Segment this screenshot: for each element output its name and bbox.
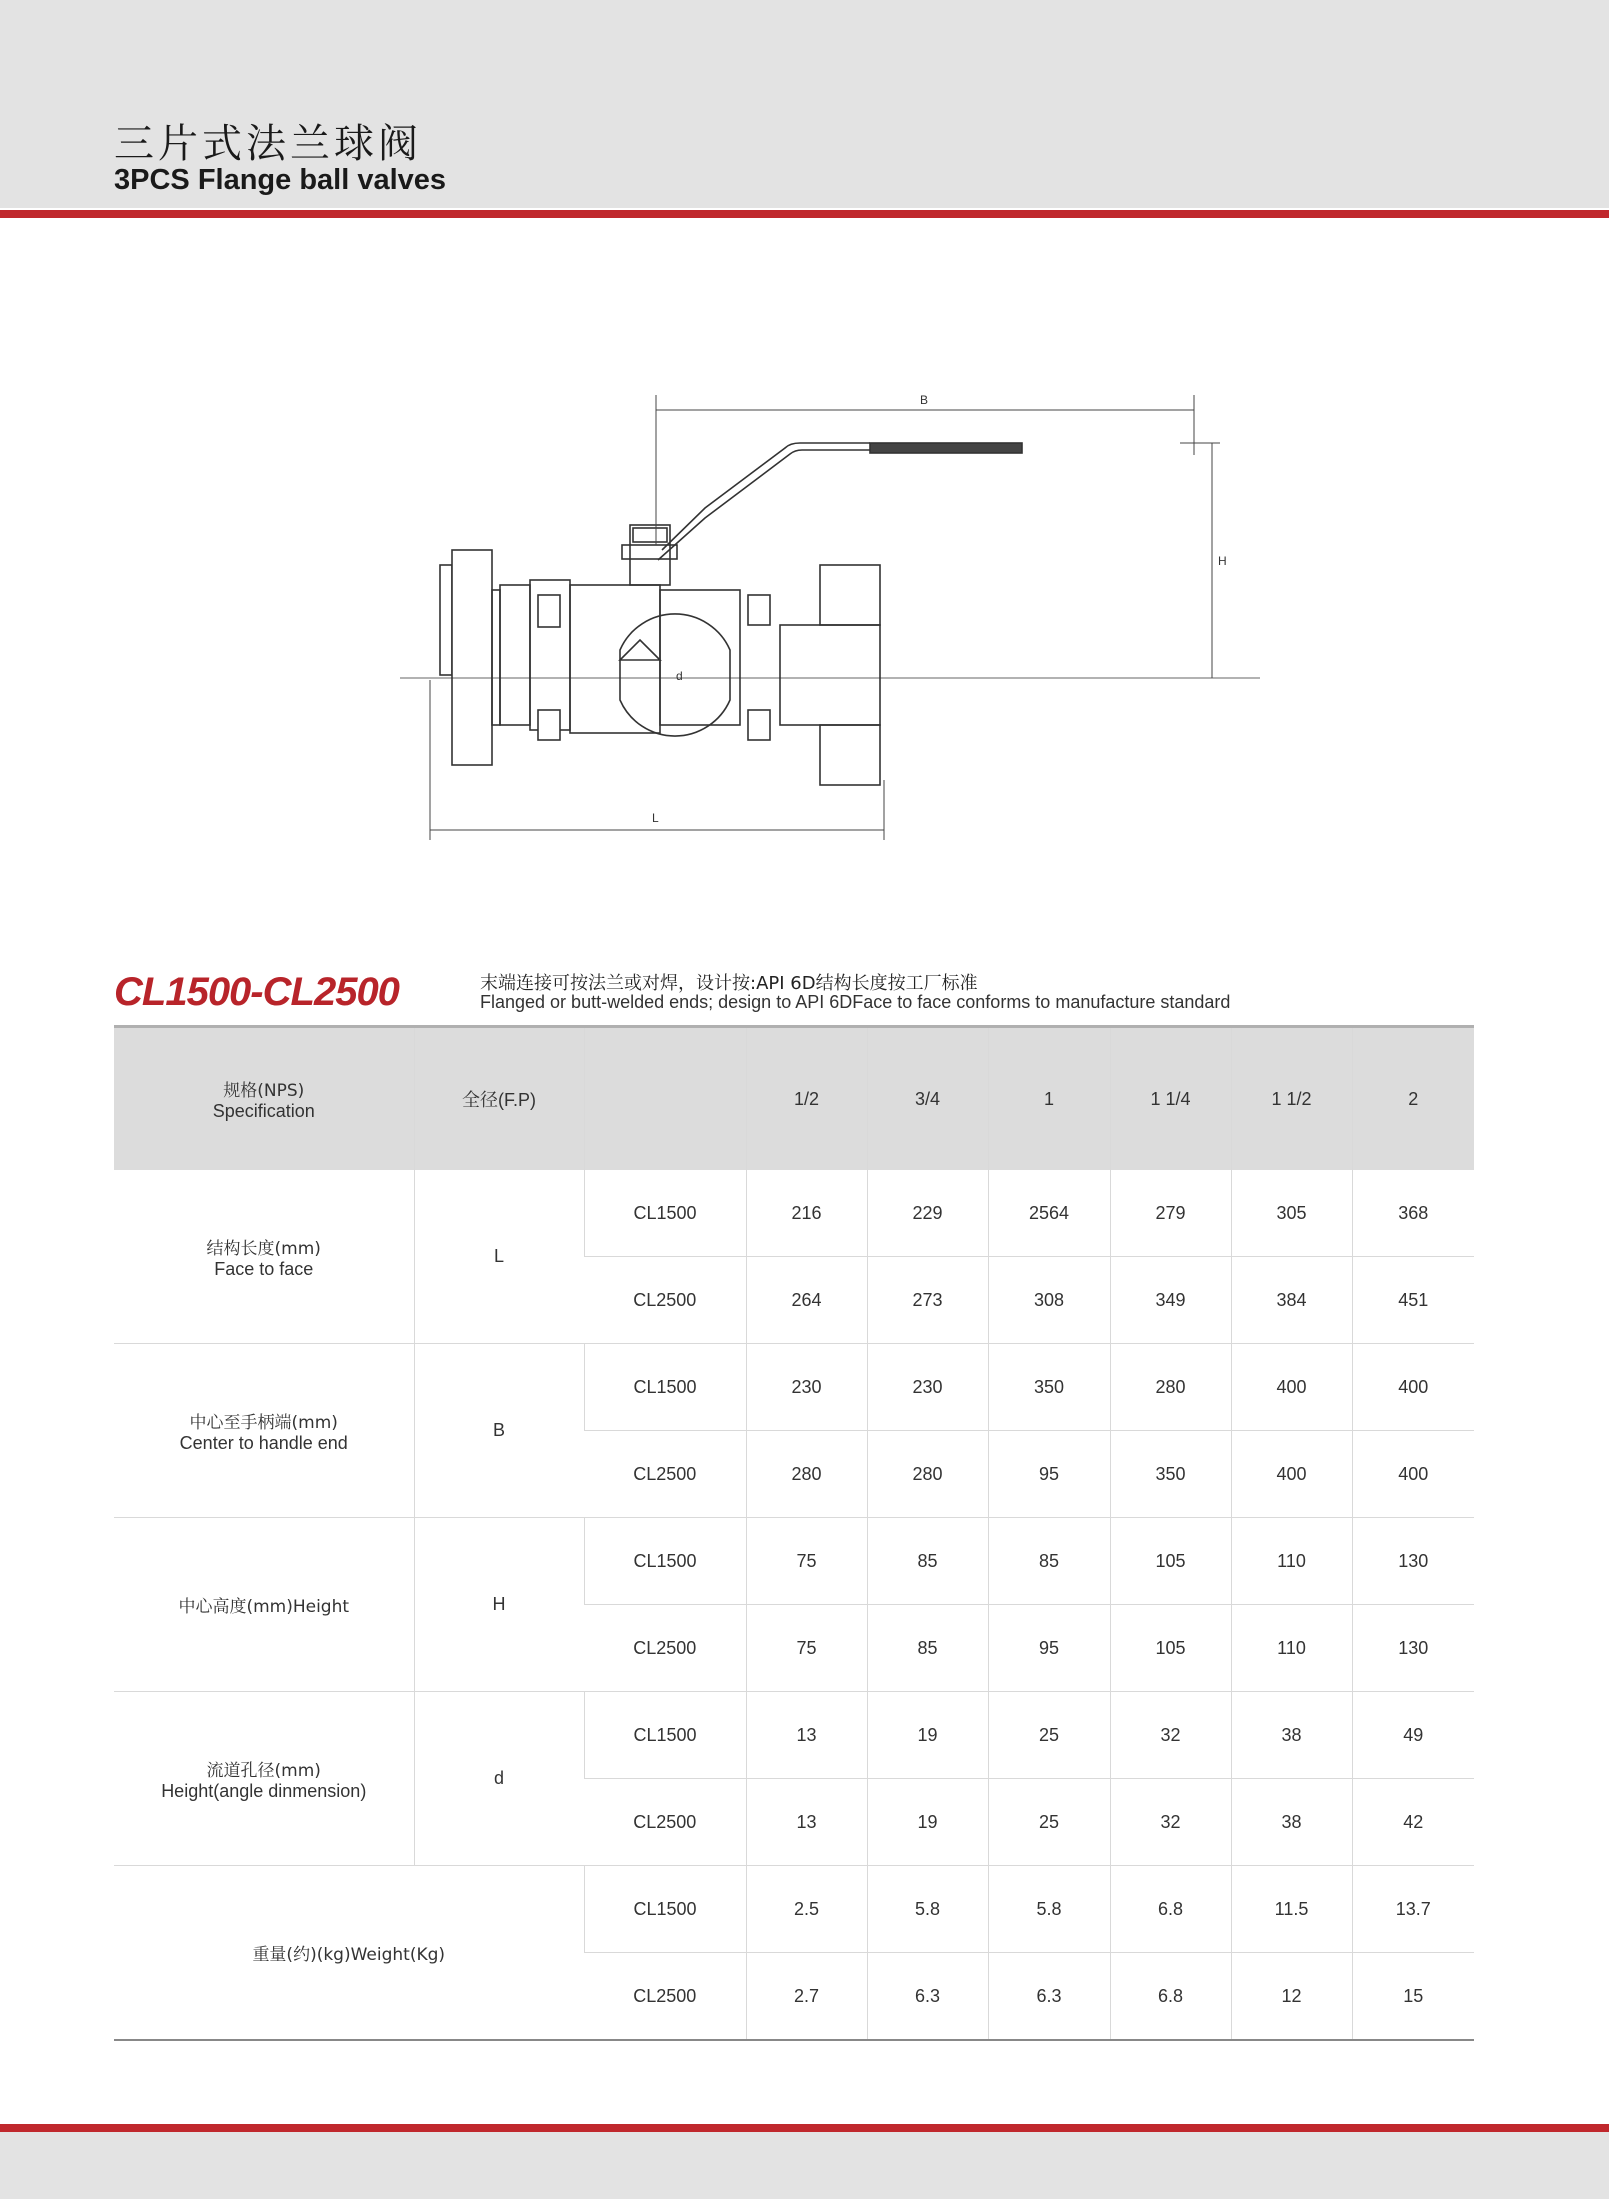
value-cell: 400: [1352, 1344, 1474, 1431]
footer-band: [0, 2132, 1609, 2199]
class-header: [584, 1027, 746, 1171]
dim-h-label: H: [1218, 554, 1227, 568]
value-cell: 280: [746, 1431, 867, 1518]
class-cell: CL2500: [584, 1953, 746, 2041]
value-cell: 15: [1352, 1953, 1474, 2041]
row-symbol: L: [414, 1170, 584, 1344]
row-symbol: B: [414, 1344, 584, 1518]
value-cell: 308: [988, 1257, 1110, 1344]
value-cell: 280: [867, 1431, 988, 1518]
class-cell: CL1500: [584, 1344, 746, 1431]
size-header: 1/2: [746, 1027, 867, 1171]
top-divider: [0, 210, 1609, 218]
class-cell: CL2500: [584, 1605, 746, 1692]
value-cell: 350: [988, 1344, 1110, 1431]
value-cell: 42: [1352, 1779, 1474, 1866]
size-header: 1: [988, 1027, 1110, 1171]
value-cell: 38: [1231, 1692, 1352, 1779]
value-cell: 6.3: [988, 1953, 1110, 2041]
value-cell: 400: [1352, 1431, 1474, 1518]
value-cell: 85: [867, 1605, 988, 1692]
size-header: 3/4: [867, 1027, 988, 1171]
value-cell: 105: [1110, 1518, 1231, 1605]
value-cell: 110: [1231, 1518, 1352, 1605]
row-label: 流道孔径(mm) Height(angle dinmension): [114, 1692, 414, 1866]
row-label: 重量(约)(kg)Weight(Kg): [114, 1866, 584, 2041]
class-cell: CL1500: [584, 1170, 746, 1257]
value-cell: 12: [1231, 1953, 1352, 2041]
class-cell: CL1500: [584, 1692, 746, 1779]
table-row: [114, 1344, 1474, 1431]
value-cell: 130: [1352, 1605, 1474, 1692]
value-cell: 273: [867, 1257, 988, 1344]
value-cell: 13: [746, 1779, 867, 1866]
value-cell: 105: [1110, 1605, 1231, 1692]
value-cell: 2564: [988, 1170, 1110, 1257]
value-cell: 216: [746, 1170, 867, 1257]
value-cell: 25: [988, 1692, 1110, 1779]
class-cell: CL1500: [584, 1866, 746, 1953]
row-symbol: d: [414, 1692, 584, 1866]
table-row: [114, 1518, 1474, 1605]
table-row: [114, 1692, 1474, 1779]
valve-drawing: [400, 380, 1260, 860]
class-cell: CL2500: [584, 1779, 746, 1866]
value-cell: 13.7: [1352, 1866, 1474, 1953]
dim-l-label: L: [652, 811, 659, 825]
value-cell: 6.8: [1110, 1953, 1231, 2041]
value-cell: 230: [867, 1344, 988, 1431]
table-row: [114, 1170, 1474, 1257]
table-row: [114, 1866, 1474, 1953]
value-cell: 349: [1110, 1257, 1231, 1344]
value-cell: 25: [988, 1779, 1110, 1866]
value-cell: 264: [746, 1257, 867, 1344]
value-cell: 38: [1231, 1779, 1352, 1866]
value-cell: 49: [1352, 1692, 1474, 1779]
row-label: 中心高度(mm)Height: [114, 1518, 414, 1692]
bottom-divider: [0, 2124, 1609, 2132]
spec-header: 规格(NPS) Specification: [114, 1027, 414, 1171]
row-label: 中心至手柄端(mm) Center to handle end: [114, 1344, 414, 1518]
value-cell: 350: [1110, 1431, 1231, 1518]
row-label: 结构长度(mm) Face to face: [114, 1170, 414, 1344]
value-cell: 2.7: [746, 1953, 867, 2041]
class-cell: CL2500: [584, 1257, 746, 1344]
page-title-cn: 三片式法兰球阀: [114, 121, 422, 167]
value-cell: 5.8: [867, 1866, 988, 1953]
value-cell: 280: [1110, 1344, 1231, 1431]
value-cell: 229: [867, 1170, 988, 1257]
value-cell: 451: [1352, 1257, 1474, 1344]
size-header: 1 1/4: [1110, 1027, 1231, 1171]
size-header: 1 1/2: [1231, 1027, 1352, 1171]
value-cell: 19: [867, 1692, 988, 1779]
value-cell: 13: [746, 1692, 867, 1779]
size-header: 2: [1352, 1027, 1474, 1171]
value-cell: 230: [746, 1344, 867, 1431]
value-cell: 95: [988, 1431, 1110, 1518]
value-cell: 305: [1231, 1170, 1352, 1257]
value-cell: 2.5: [746, 1866, 867, 1953]
value-cell: 5.8: [988, 1866, 1110, 1953]
value-cell: 6.8: [1110, 1866, 1231, 1953]
value-cell: 110: [1231, 1605, 1352, 1692]
value-cell: 75: [746, 1518, 867, 1605]
value-cell: 32: [1110, 1779, 1231, 1866]
class-cell: CL1500: [584, 1518, 746, 1605]
value-cell: 11.5: [1231, 1866, 1352, 1953]
value-cell: 75: [746, 1605, 867, 1692]
fp-header: 全径(F.P): [414, 1027, 584, 1171]
value-cell: 130: [1352, 1518, 1474, 1605]
value-cell: 6.3: [867, 1953, 988, 2041]
value-cell: 85: [867, 1518, 988, 1605]
value-cell: 368: [1352, 1170, 1474, 1257]
dim-d-label: d: [676, 669, 683, 683]
model-range-title: CL1500-CL2500: [114, 970, 399, 1014]
page-title-en: 3PCS Flange ball valves: [114, 164, 447, 196]
value-cell: 95: [988, 1605, 1110, 1692]
standard-note-cn: 末端连接可按法兰或对焊，设计按:API 6D结构长度按工厂标准: [480, 973, 978, 994]
value-cell: 85: [988, 1518, 1110, 1605]
row-symbol: H: [414, 1518, 584, 1692]
value-cell: 32: [1110, 1692, 1231, 1779]
table-header-row: [114, 1027, 1474, 1171]
spec-table: [114, 1025, 1474, 2041]
value-cell: 19: [867, 1779, 988, 1866]
dim-b-label: B: [920, 393, 929, 407]
value-cell: 384: [1231, 1257, 1352, 1344]
value-cell: 400: [1231, 1431, 1352, 1518]
value-cell: 279: [1110, 1170, 1231, 1257]
value-cell: 400: [1231, 1344, 1352, 1431]
standard-note-en: Flanged or butt-welded ends; design to API 6DFace to face conforms to manufacture standard: [480, 992, 1231, 1012]
class-cell: CL2500: [584, 1431, 746, 1518]
